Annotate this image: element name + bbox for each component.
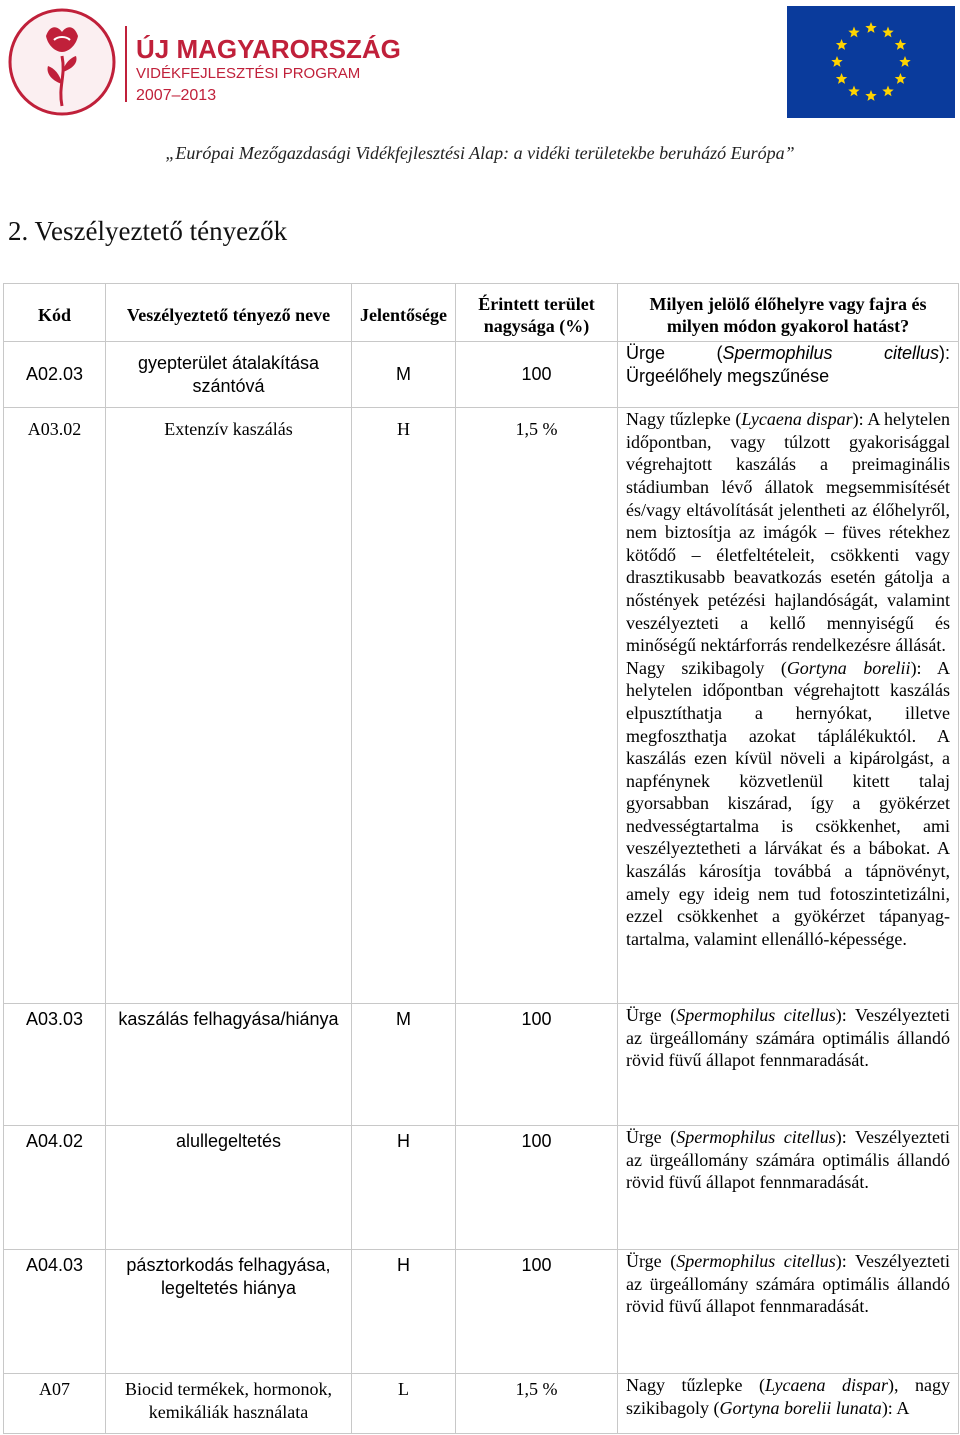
impact-text: Nagy tűzlepke ( [626, 1375, 766, 1396]
eu-flag-logo [787, 6, 955, 118]
col-header-code: Kód [4, 284, 106, 342]
row-code: A04.03 [4, 1250, 106, 1374]
rose-emblem-icon [6, 6, 401, 118]
fund-tagline: „Európai Mezőgazdasági Vidékfejlesztési Alap: a vidéki területekbe beruházó Európa” [165, 143, 795, 163]
section-title: 2. Veszélyeztető tényezők [8, 216, 288, 246]
col-header-area: Érintett terület nagysága (%) [456, 284, 618, 342]
row-threat-name: kaszálás felhagyása/hiánya [106, 1004, 352, 1126]
col-header-impact: Milyen jelölő élőhelyre vagy fajra és milyen módon gyakorol hatást? [618, 284, 959, 342]
impact-text: Ürge ( [626, 343, 723, 363]
row-area: 100 [456, 1126, 618, 1250]
row-importance: H [352, 408, 456, 1004]
threats-table [3, 283, 959, 1434]
row-impact [618, 1250, 959, 1374]
impact-text: Ürge ( [626, 1005, 677, 1026]
impact-text: Ürge ( [626, 1251, 677, 1272]
impact-paragraph [626, 408, 950, 657]
impact-text: ): A helytelen időpontban, vagy túlzott gyakorisággal végrehajtott kaszálás a preimaginális stádiumban lévő állatok megsemmisítését és/vagy eltávolítását jelentheti az élőhelyről, nem biztosítja az imágók – füves rétekhez kötődő – életfeltételeit, csökkenti vagy drasztikusabb beavatkozás esetén gátolja a nőstények petézési hajlandóságát, valamint veszélyezteti a kellő mennyiségű és minőségű nektárforrás rendelkezésre állását. [626, 409, 951, 656]
impact-paragraph [626, 1004, 950, 1072]
table-row [4, 1374, 959, 1434]
species-name: Gortyna borelii lunata [719, 1397, 882, 1418]
col-header-importance: Jelentősége [352, 284, 456, 342]
row-code: A03.02 [4, 408, 106, 1004]
row-area: 1,5 % [456, 408, 618, 1004]
row-area: 1,5 % [456, 1374, 618, 1434]
impact-text: Nagy szikibagoly ( [626, 657, 787, 678]
row-impact [618, 1126, 959, 1250]
impact-paragraph [626, 1126, 950, 1194]
svg-text:2007–2013: 2007–2013 [136, 87, 217, 104]
table-header-row [4, 284, 959, 342]
row-threat-name: Extenzív kaszálás [106, 408, 352, 1004]
impact-paragraph [626, 657, 950, 951]
impact-paragraph [626, 342, 950, 387]
row-impact [618, 408, 959, 1004]
svg-text:ÚJ MAGYARORSZÁG: ÚJ MAGYARORSZÁG [136, 34, 401, 64]
row-code: A07 [4, 1374, 106, 1434]
species-name: Spermophilus citellus [722, 343, 939, 363]
svg-text:VIDÉKFEJLESZTÉSI PROGRAM: VIDÉKFEJLESZTÉSI PROGRAM [136, 65, 361, 82]
impact-text: ): A [881, 1397, 910, 1418]
row-importance: L [352, 1374, 456, 1434]
species-name: Spermophilus citellus [676, 1005, 836, 1026]
species-name: Gortyna borelii [786, 657, 911, 678]
row-threat-name: gyepterület átalakítása szántóvá [106, 342, 352, 408]
impact-text: ): Ürgeélőhely megszűnése [626, 343, 950, 386]
row-impact [618, 1374, 959, 1434]
species-name: Lycaena dispar [741, 409, 853, 430]
impact-text: ): Veszélyezteti az ürgeállomány számára optimális állandó rövid füvű állapot fennmaradását. [626, 1127, 950, 1193]
table-row [4, 342, 959, 408]
table-row [4, 1250, 959, 1374]
table-row [4, 1126, 959, 1250]
impact-paragraph [626, 1250, 950, 1318]
row-importance: H [352, 1126, 456, 1250]
row-impact [618, 1004, 959, 1126]
row-importance: M [352, 342, 456, 408]
impact-text: ): Veszélyezteti az ürgeállomány számára optimális állandó rövid füvű állapot fennmaradását. [626, 1005, 950, 1071]
table-row [4, 1004, 959, 1126]
row-code: A03.03 [4, 1004, 106, 1126]
row-area: 100 [456, 342, 618, 408]
eu-flag-icon [787, 6, 955, 118]
species-name: Spermophilus citellus [676, 1251, 836, 1272]
row-importance: M [352, 1004, 456, 1126]
impact-text: ): A helytelen időpontban végrehajtott kaszálás elpusztíthatja a hernyókat, illetve megfoszthatja azokat táplálékuktól. A kaszálás ezen kívül növeli a kipárolgást, a napfénynek közvetlenül kitett talaj gyorsabban kiszárad, így a gyökérzet nedvességtartalma is csökkenhet, ami veszélyeztetheti a lárvákat és a bábokat. A kaszálás károsítja továbbá a tápnövényt, amely egy ideig nem tud fotoszintetizálni, ezzel csökkenhet a gyökérzet tápanyag-tartalma, valamint ellenálló-képessége. [626, 657, 950, 949]
row-importance: H [352, 1250, 456, 1374]
row-threat-name: pásztorkodás felhagyása, legeltetés hiánya [106, 1250, 352, 1374]
uj-magyarorszag-logo [6, 6, 401, 118]
impact-text: ): Veszélyezteti az ürgeállomány számára optimális állandó rövid füvű állapot fennmaradását. [626, 1251, 950, 1317]
row-area: 100 [456, 1004, 618, 1126]
impact-text: Ürge ( [626, 1127, 677, 1148]
impact-text: ), nagy szikibagoly ( [626, 1375, 951, 1418]
row-code: A02.03 [4, 342, 106, 408]
row-code: A04.02 [4, 1126, 106, 1250]
col-header-name: Veszélyeztető tényező neve [106, 284, 352, 342]
table-row [4, 408, 959, 1004]
row-threat-name: alullegeltetés [106, 1126, 352, 1250]
species-name: Spermophilus citellus [676, 1127, 836, 1148]
impact-paragraph [719, 1398, 909, 1418]
impact-text: Nagy tűzlepke ( [626, 409, 742, 430]
row-impact [618, 342, 959, 408]
species-name: Lycaena dispar [765, 1375, 888, 1396]
row-threat-name: Biocid termékek, hormonok, kemikáliák használata [106, 1374, 352, 1434]
row-area: 100 [456, 1250, 618, 1374]
